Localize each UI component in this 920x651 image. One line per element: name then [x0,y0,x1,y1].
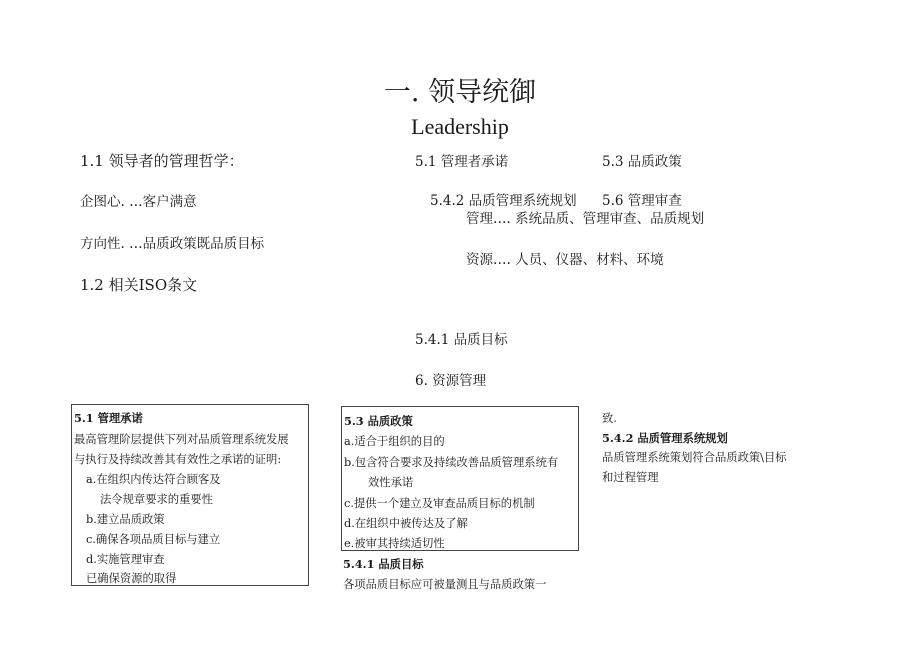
clause-5-4-1: 5.4.1 品质目标 [415,332,508,348]
box1-intro-2: 与执行及持续改善其有效性之承诺的证明: [74,453,282,466]
section-1-2-heading: 1.2 相关ISO条文 [80,276,198,294]
management-commitment-box [71,404,309,586]
box1-item-d: d.实施管理审查 [86,553,165,566]
box1-item-a-2: 法令规章要求的重要性 [100,493,213,506]
right-continuation: 致. [602,412,617,425]
box1-item-b: b.建立品质政策 [86,513,165,526]
page-title-cn: 一. 领导统御 [383,77,537,108]
clause-5-4-2: 5.4.2 品质管理系统规划 [430,193,577,209]
section-1-1-heading: 1.1 领导者的管理哲学： [80,152,244,170]
clause-5-6: 5.6 管理审查 [602,193,682,209]
ambition-line: 企图心. …客户满意 [80,194,197,210]
quality-objective-heading: 5.4.1 品质目标 [343,557,424,571]
box1-heading: 5.1 管理承诺 [74,411,143,425]
management-line: 管理…. 系统品质、管理审查、品质规划 [466,211,705,227]
clause-5-1: 5.1 管理者承诺 [415,154,509,170]
qms-planning-text-1: 品质管理系统策划符合品质政策\目标 [602,451,787,464]
clause-6: 6. 资源管理 [415,373,487,389]
box2-item-d: d.在组织中被传达及了解 [344,517,468,530]
box2-item-b-2: 效性承诺 [368,476,414,489]
box1-intro-1: 最高管理阶层提供下列对品质管理系统发展 [74,433,289,446]
resource-line: 资源…. 人员、仪器、材料、环境 [466,252,664,268]
box2-heading: 5.3 品质政策 [344,414,413,428]
box1-item-c: c.确保各项品质目标与建立 [86,533,221,546]
box2-item-c: c.提供一个建立及审查品质目标的机制 [344,497,535,510]
box1-item-a-1: a.在组织内传达符合顾客及 [86,473,221,486]
qms-planning-heading: 5.4.2 品质管理系统规划 [602,431,728,445]
quality-objective-text: 各项品质目标应可被量测且与品质政策一 [343,578,547,591]
box2-item-a: a.适合于组织的目的 [344,435,445,448]
page-title-en: Leadership [411,114,509,139]
box1-item-e: 已确保资源的取得 [86,572,177,585]
clause-5-3: 5.3 品质政策 [602,154,682,170]
qms-planning-text-2: 和过程管理 [602,471,659,484]
direction-line: 方向性. …品质政策既品质目标 [80,236,265,252]
quality-policy-box [341,406,579,551]
box2-item-b-1: b.包含符合要求及持续改善品质管理系统有 [344,456,559,469]
box2-item-e: e.被审其持续适切性 [344,537,445,550]
